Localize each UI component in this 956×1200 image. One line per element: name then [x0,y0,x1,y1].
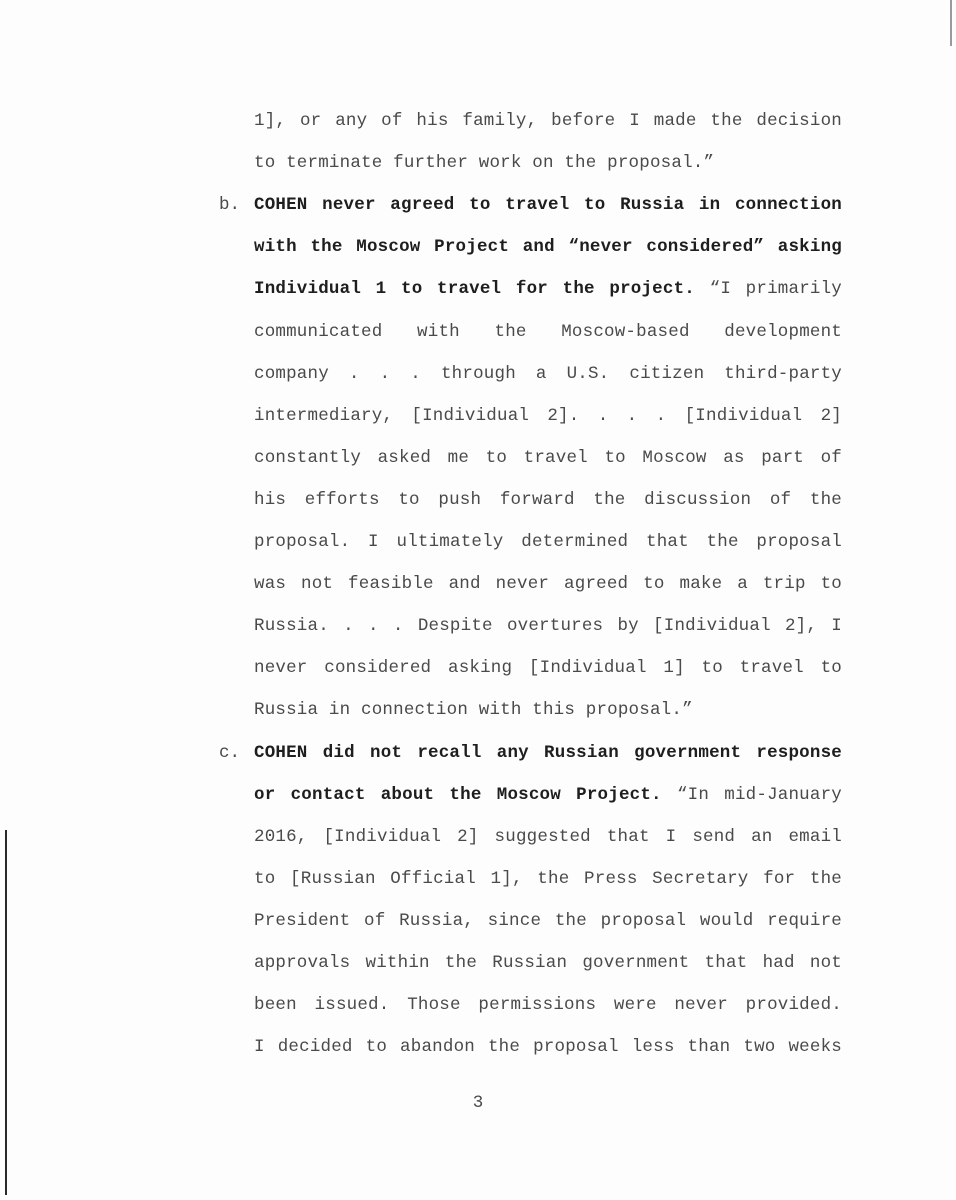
body-text-run: proposal. I ultimately determined that the proposal [254,532,842,552]
body-text-run: Russia in connection with this proposal.” [254,700,693,721]
text-line [254,614,842,638]
list-item-label: b. [219,195,241,216]
page-number: 3 [472,1093,484,1113]
body-text-run: to [Russian Official 1], the Press Secretary for the [254,868,842,889]
body-text-run: to terminate further work on the proposal.” [254,153,715,174]
bold-heading-text: or contact about the Moscow Project. [254,784,662,805]
bold-heading-text: with the Moscow Project and “never considered” asking [254,237,842,258]
body-text-run: President of Russia, since the proposal would require [254,910,842,931]
body-text-run: company . . . through a U.S. citizen third-party [254,363,842,384]
text-line [254,320,842,344]
body-text-run: constantly asked me to travel to Moscow as part of [254,447,842,468]
text-line [254,362,842,386]
text-line [254,909,842,933]
text-line [254,277,842,301]
bold-heading-text: COHEN never agreed to travel to Russia in connection [254,195,842,216]
body-text-run: intermediary, [Individual 2]. . . . [Individual 2] [254,405,842,426]
body-text-run: was not feasible and never agreed to make a trip to [254,574,842,595]
body-text-run: 1], or any of his family, before I made the decision [254,111,842,131]
bold-heading-text: Individual 1 to travel for the project. [254,279,695,300]
text-line [254,698,842,722]
text-line [254,993,842,1017]
body-text-run: “I primarily [695,279,842,300]
body-text-run: communicated with the Moscow-based development [254,321,842,342]
text-line [254,530,842,554]
text-line [254,151,842,175]
text-line [254,825,842,849]
text-line [254,488,842,512]
body-text-run: approvals within the Russian government that had not [254,953,842,973]
text-line [254,783,842,807]
text-line [254,235,842,259]
body-text-run: I decided to abandon the proposal less than two weeks [254,1037,842,1058]
body-text-run: never considered asking [Individual 1] to travel to [254,658,842,679]
body-text-run: his efforts to push forward the discussion of the [254,489,842,510]
text-line [254,741,842,765]
body-text-run: “In mid-January [661,784,842,805]
text-line [254,656,842,680]
body-text-run: Russia. . . . Despite overtures by [Individual 2], I [254,616,842,637]
scan-edge-mark-left [5,830,7,1195]
text-line [254,951,842,975]
list-item-label: c. [219,742,241,763]
text-line [254,109,842,133]
text-line [254,404,842,428]
text-line [254,572,842,596]
body-text-run: 2016, [Individual 2] suggested that I send an email [254,826,842,847]
text-line [254,867,842,891]
body-text-run: been issued. Those permissions were never provided. [254,995,842,1016]
text-line [254,1035,842,1059]
text-line [254,446,842,470]
scan-edge-mark-right [950,0,952,46]
bold-heading-text: COHEN did not recall any Russian government response [254,742,842,763]
text-line [254,193,842,217]
